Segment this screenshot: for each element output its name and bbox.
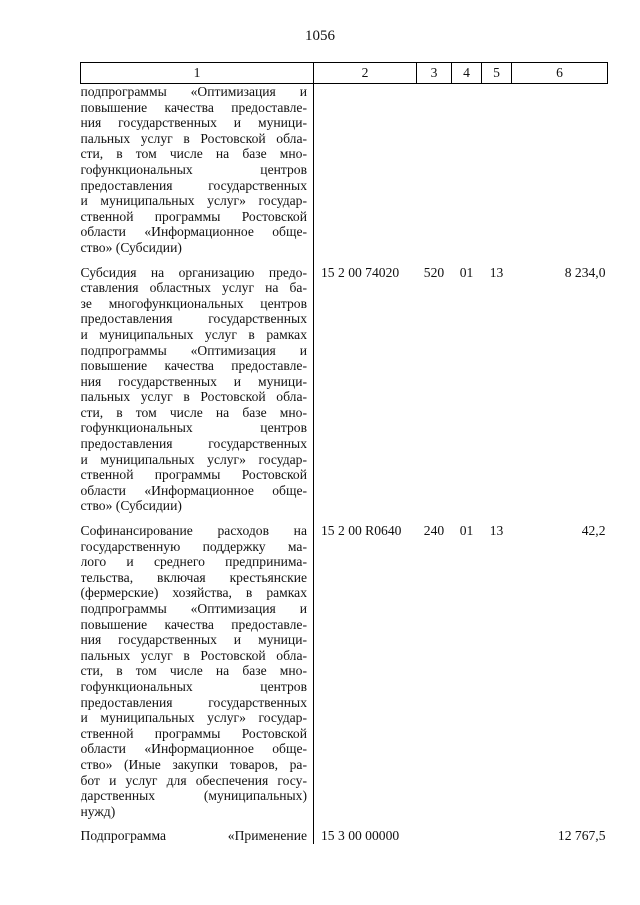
description-line: и муниципальных услуг» государ-	[80, 451, 307, 467]
description-line: нужд)	[80, 803, 116, 819]
row-code	[314, 84, 417, 256]
row-rz: 01	[459, 264, 474, 280]
row-vr	[417, 828, 452, 844]
description-line: государственную поддержку ма-	[80, 538, 307, 554]
description-line: области «Информационное обще-	[80, 224, 307, 240]
description-line: сти, в том числе на базе мно-	[80, 663, 307, 679]
description-line: Софинансирование расходов на	[80, 523, 307, 539]
row-spacer	[81, 256, 608, 265]
table-row	[81, 84, 608, 256]
description-line: Подпрограмма «Применение	[80, 828, 307, 844]
description-line: ственной программы Ростовской	[80, 725, 307, 741]
row-rz	[452, 84, 482, 256]
description-line: предоставления государственных	[80, 311, 307, 327]
description-line: и муниципальных услуг» государ-	[80, 710, 307, 726]
column-header-2: 2	[314, 63, 417, 84]
row-vr: 240	[423, 523, 445, 539]
row-rz	[452, 828, 482, 844]
row-code: 15 3 00 00000	[321, 828, 400, 844]
row-vr	[417, 84, 452, 256]
description-line: зе многофункциональных центров	[80, 295, 307, 311]
row-spacer	[81, 514, 608, 523]
row-pr	[482, 828, 512, 844]
description-line: подпрограммы «Оптимизация и	[80, 342, 307, 358]
column-header-1: 1	[81, 63, 314, 84]
row-rz: 01	[459, 523, 474, 539]
row-spacer	[81, 819, 608, 828]
description-line: ния государственных и муници-	[80, 115, 307, 131]
row-vr: 520	[423, 264, 445, 280]
table-header-row	[81, 63, 608, 84]
row-description	[81, 828, 314, 844]
row-sum	[512, 84, 608, 256]
description-line: предоставления государственных	[80, 177, 307, 193]
column-header-3: 3	[417, 63, 452, 84]
description-line: ство» (Субсидии)	[80, 498, 182, 514]
table-row	[81, 523, 608, 819]
description-line: Субсидия на организацию предо-	[80, 264, 307, 280]
description-line: области «Информационное обще-	[80, 741, 307, 757]
row-sum: 42,2	[581, 523, 606, 539]
description-line: дарственных (муниципальных)	[80, 788, 307, 804]
description-line: гофункциональных центров	[80, 678, 307, 694]
budget-table	[80, 62, 608, 844]
description-line: и муниципальных услуг в рамках	[80, 326, 307, 342]
description-line: ственной программы Ростовской	[80, 467, 307, 483]
description-line: повышение качества предоставле-	[80, 99, 307, 115]
description-line: гофункциональных центров	[80, 420, 307, 436]
description-line: предоставления государственных	[80, 436, 307, 452]
table-row	[81, 265, 608, 515]
description-line: пальных услуг в Ростовской обла-	[80, 389, 307, 405]
description-line: сти, в том числе на базе мно-	[80, 404, 307, 420]
row-sum: 8 234,0	[564, 264, 606, 280]
description-line: повышение качества предоставле-	[80, 358, 307, 374]
description-line: повышение качества предоставле-	[80, 616, 307, 632]
row-description	[81, 523, 314, 819]
description-line: подпрограммы «Оптимизация и	[80, 601, 307, 616]
description-line: области «Информационное обще-	[80, 482, 307, 498]
description-line: (фермерские) хозяйства, в рамках	[80, 585, 307, 601]
description-line: ставления областных услуг на ба-	[80, 280, 307, 296]
description-line: предоставления государственных	[80, 694, 307, 710]
description-line: подпрограммы «Оптимизация и	[80, 84, 307, 99]
column-header-6: 6	[512, 63, 608, 84]
description-line: ство» (Субсидии)	[80, 239, 182, 255]
description-line: бот и услуг для обеспечения госу-	[80, 772, 307, 788]
description-line: тельства, включая крестьянские	[80, 569, 307, 585]
description-line: сти, в том числе на базе мно-	[80, 146, 307, 162]
row-pr	[482, 84, 512, 256]
row-code: 15 2 00 R0640	[321, 523, 402, 539]
description-line: ство» (Иные закупки товаров, ра-	[80, 756, 307, 772]
row-code: 15 2 00 74020	[321, 264, 400, 280]
description-line: лого и среднего предпринима-	[80, 554, 307, 570]
row-description	[81, 265, 314, 515]
description-line: ния государственных и муници-	[80, 373, 307, 389]
row-pr: 13	[489, 264, 504, 280]
description-line: ния государственных и муници-	[80, 632, 307, 648]
row-pr: 13	[489, 523, 504, 539]
row-description	[81, 84, 314, 256]
description-line: пальных услуг в Ростовской обла-	[80, 130, 307, 146]
column-header-4: 4	[452, 63, 482, 84]
column-header-5: 5	[482, 63, 512, 84]
table-row	[81, 828, 608, 844]
row-sum: 12 767,5	[557, 828, 606, 844]
description-line: ственной программы Ростовской	[80, 208, 307, 224]
description-line: и муниципальных услуг» государ-	[80, 193, 307, 209]
description-line: гофункциональных центров	[80, 161, 307, 177]
description-line: пальных услуг в Ростовской обла-	[80, 647, 307, 663]
page-number: 1056	[305, 28, 335, 44]
